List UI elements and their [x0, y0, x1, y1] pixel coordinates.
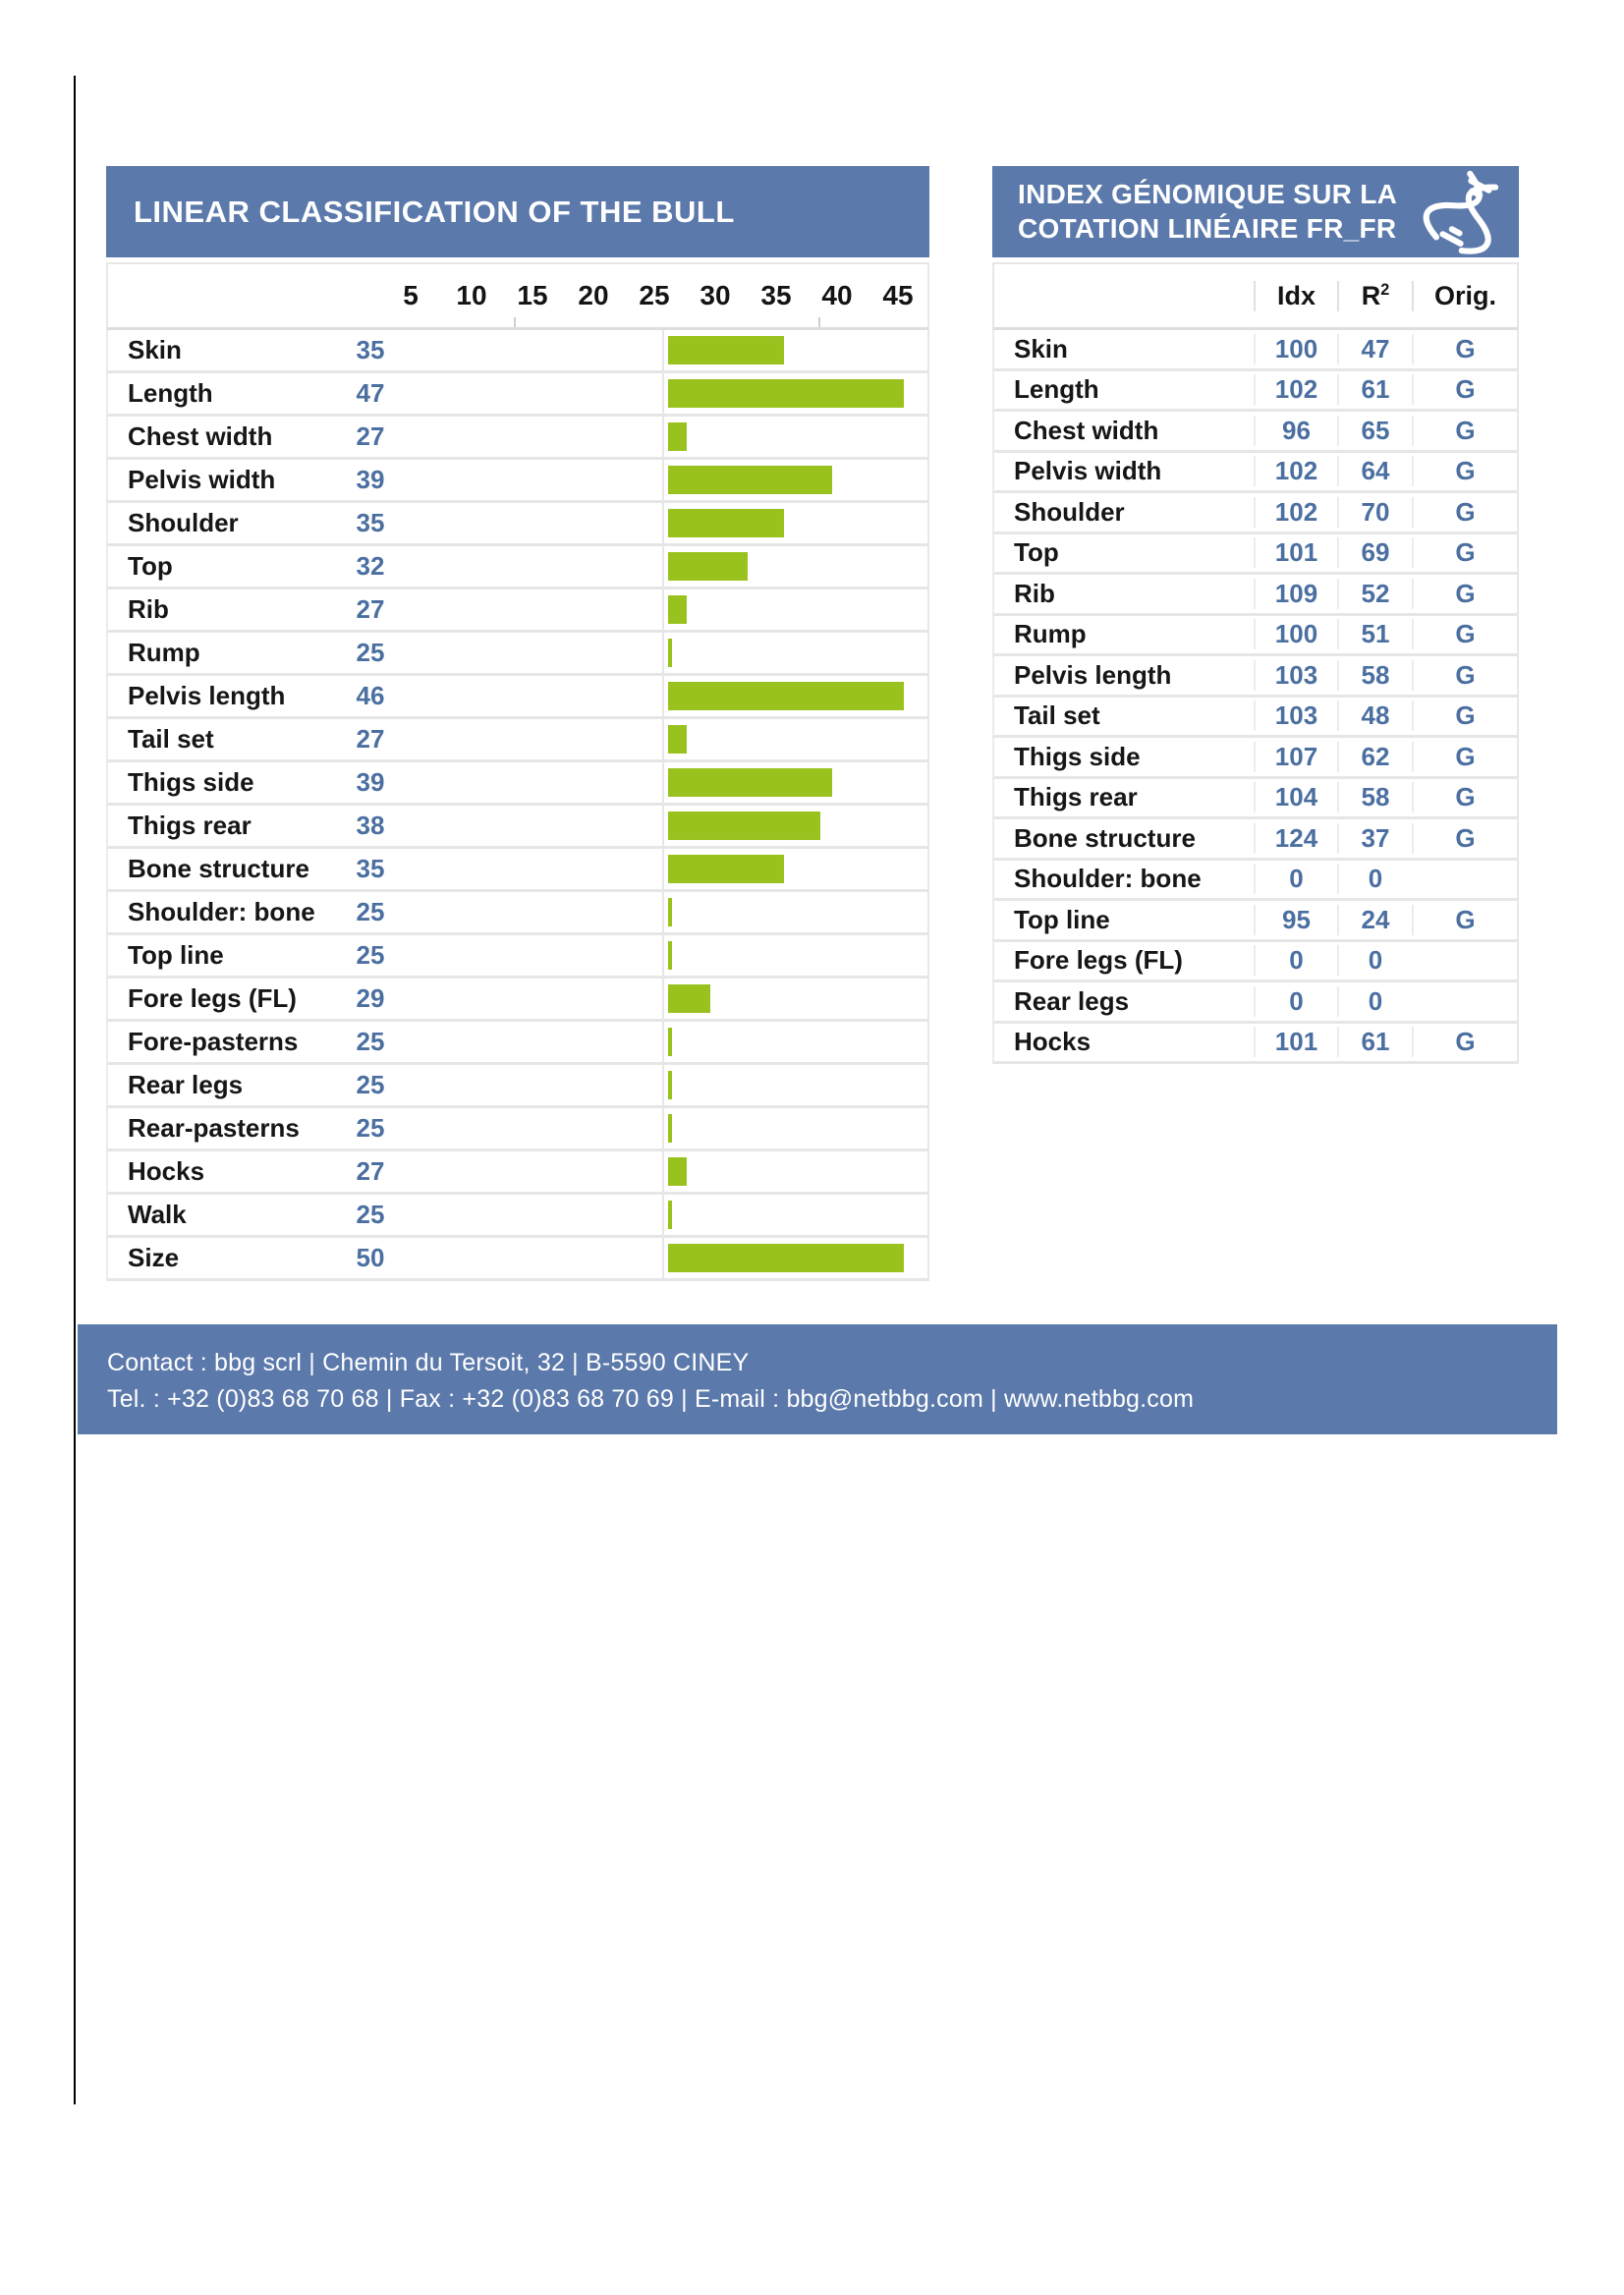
trait-row [106, 546, 929, 589]
trait-bar-cell [662, 1151, 927, 1192]
trait-label: Shoulder: bone [128, 897, 315, 926]
genomic-row [992, 819, 1519, 861]
trait-bar [668, 422, 687, 451]
genomic-r2-value: 58 [1337, 660, 1412, 691]
genomic-orig-value: G [1412, 619, 1517, 649]
genomic-row [992, 453, 1519, 494]
scale-tick-label: 20 [578, 280, 609, 310]
genomic-table-body [992, 330, 1519, 1064]
trait-bar-cell [662, 1108, 927, 1148]
genomic-label: Shoulder [1014, 496, 1125, 527]
trait-label: Rib [128, 594, 169, 624]
trait-bar [668, 1157, 687, 1186]
trait-bar [668, 725, 687, 754]
left-margin-rule [74, 76, 76, 2104]
scale-tick-label: 10 [456, 280, 487, 310]
contact-footer [78, 1324, 1557, 1434]
genomic-row [992, 330, 1519, 371]
genomic-r2-value: 65 [1337, 416, 1412, 446]
trait-bar-cell [662, 849, 927, 889]
trait-row [106, 373, 929, 417]
trait-row [106, 806, 929, 849]
trait-label: Top line [128, 940, 224, 970]
genomic-orig-value: G [1412, 537, 1517, 568]
trait-row [106, 1238, 929, 1281]
trait-value: 25 [356, 638, 385, 667]
trait-row [106, 1195, 929, 1238]
genomic-label: Skin [1014, 333, 1068, 364]
genomic-r2-value: 37 [1337, 823, 1412, 854]
trait-bar [668, 466, 832, 494]
trait-label: Chest width [128, 421, 273, 451]
genomic-r2-value: 48 [1337, 700, 1412, 731]
trait-row [106, 1065, 929, 1108]
trait-row [106, 503, 929, 546]
genomic-label: Chest width [1014, 415, 1159, 445]
trait-bar-cell [662, 1065, 927, 1105]
trait-value: 32 [356, 551, 385, 581]
trait-value: 38 [356, 811, 385, 840]
trait-bar [668, 595, 687, 624]
genomic-idx-value: 103 [1254, 660, 1337, 691]
trait-bar-cell [662, 1022, 927, 1062]
trait-row [106, 330, 929, 373]
trait-bar [668, 855, 784, 883]
trait-label: Rear legs [128, 1070, 244, 1099]
scale-tick-label: 15 [517, 280, 548, 310]
trait-bar [668, 1071, 672, 1099]
trait-bar [668, 1201, 672, 1229]
trait-bar-cell [662, 719, 927, 759]
trait-label: Length [128, 378, 213, 408]
trait-value: 27 [356, 594, 385, 624]
genomic-label: Top [1014, 537, 1059, 568]
genomic-orig-value: G [1412, 660, 1517, 691]
trait-label: Rump [128, 638, 200, 667]
genomic-row [992, 861, 1519, 902]
trait-value: 35 [356, 335, 385, 364]
scale-tick-label: 40 [821, 280, 853, 310]
trait-row [106, 1022, 929, 1065]
genomic-r2-value: 64 [1337, 456, 1412, 486]
trait-value: 25 [356, 1113, 385, 1143]
dna-helix-icon [1414, 159, 1518, 265]
trait-bar-cell [662, 892, 927, 932]
trait-bar [668, 639, 672, 667]
trait-bar-cell [662, 546, 927, 587]
genomic-r2-value: 0 [1337, 986, 1412, 1017]
trait-value: 50 [356, 1243, 385, 1272]
trait-row [106, 417, 929, 460]
genomic-row [992, 371, 1519, 413]
genomic-col-r2: $R^2$ [1337, 281, 1412, 311]
genomic-row [992, 982, 1519, 1024]
genomic-idx-value: 0 [1254, 945, 1337, 976]
trait-bar-cell [662, 460, 927, 500]
genomic-idx-value: 101 [1254, 1027, 1337, 1057]
genomic-r2-value: 70 [1337, 497, 1412, 528]
genomic-r2-value: 0 [1337, 864, 1412, 894]
genomic-idx-value: 103 [1254, 700, 1337, 731]
genomic-row [992, 412, 1519, 453]
trait-bar [668, 984, 710, 1013]
trait-label: Tail set [128, 724, 214, 754]
genomic-r2-value: 69 [1337, 537, 1412, 568]
scale-tick-label: 25 [639, 280, 670, 310]
genomic-r2-value: 58 [1337, 782, 1412, 812]
genomic-idx-value: 104 [1254, 782, 1337, 812]
trait-bar-cell [662, 633, 927, 673]
trait-value: 25 [356, 1200, 385, 1229]
genomic-label: Hocks [1014, 1027, 1092, 1057]
trait-row [106, 762, 929, 806]
genomic-orig-value: G [1412, 742, 1517, 772]
genomic-label: Fore legs (FL) [1014, 945, 1183, 976]
trait-value: 27 [356, 421, 385, 451]
trait-bar-cell [662, 1195, 927, 1235]
genomic-label: Length [1014, 374, 1099, 405]
scale-tick-label: 35 [760, 280, 792, 310]
genomic-label: Top line [1014, 904, 1110, 934]
trait-bar [668, 552, 748, 581]
genomic-r2-value: 24 [1337, 905, 1412, 935]
scale-tick-mark [514, 317, 516, 327]
trait-value: 25 [356, 897, 385, 926]
trait-row [106, 1108, 929, 1151]
trait-bar [668, 768, 832, 797]
genomic-row [992, 738, 1519, 779]
trait-label: Thigs rear [128, 811, 252, 840]
trait-bar-cell [662, 935, 927, 976]
genomic-label: Shoulder: bone [1014, 864, 1202, 894]
genomic-table-title: INDEX GÉNOMIQUE SUR LA COTATION LINÉAIRE FR_FR [1018, 179, 1398, 244]
genomic-idx-value: 102 [1254, 497, 1337, 528]
linear-table-body [106, 330, 929, 1281]
genomic-col-orig: Orig. [1412, 281, 1517, 311]
trait-label: Shoulder [128, 508, 239, 537]
trait-row [106, 676, 929, 719]
genomic-orig-value: G [1412, 374, 1517, 405]
genomic-idx-value: 96 [1254, 416, 1337, 446]
genomic-row [992, 656, 1519, 698]
genomic-r2-value: 61 [1337, 374, 1412, 405]
trait-bar [668, 812, 820, 840]
trait-value: 27 [356, 1156, 385, 1186]
trait-bar-cell [662, 979, 927, 1019]
genomic-idx-value: 100 [1254, 334, 1337, 364]
trait-value: 39 [356, 767, 385, 797]
genomic-idx-value: 124 [1254, 823, 1337, 854]
contact-line-2: Tel. : +32 (0)83 68 70 68 | Fax : +32 (0)83 68 70 69 | E-mail : bbg@netbbg.com | www.netbbg.com [107, 1385, 1195, 1413]
trait-value: 35 [356, 508, 385, 537]
scale-tick-mark [818, 317, 820, 327]
genomic-row [992, 901, 1519, 942]
genomic-columns-header [992, 262, 1519, 330]
genomic-orig-value: G [1412, 700, 1517, 731]
trait-value: 35 [356, 854, 385, 883]
trait-bar-cell [662, 762, 927, 803]
scale-tick-label: 45 [882, 280, 914, 310]
genomic-label: Pelvis length [1014, 659, 1172, 690]
trait-value: 46 [356, 681, 385, 710]
genomic-row [992, 534, 1519, 576]
genomic-table-header [992, 166, 1519, 257]
genomic-orig-value: G [1412, 579, 1517, 609]
genomic-idx-value: 101 [1254, 537, 1337, 568]
contact-line-1: Contact : bbg scrl | Chemin du Tersoit, 32 | B-5590 CINEY [107, 1349, 750, 1376]
trait-bar-cell [662, 373, 927, 414]
trait-row [106, 979, 929, 1022]
genomic-r2-value: 51 [1337, 619, 1412, 649]
scale-tick-label: 5 [403, 280, 419, 310]
genomic-row [992, 493, 1519, 534]
trait-value: 25 [356, 940, 385, 970]
genomic-orig-value: G [1412, 334, 1517, 364]
trait-bar-cell [662, 806, 927, 846]
trait-value: 27 [356, 724, 385, 754]
trait-bar [668, 682, 904, 710]
trait-bar-cell [662, 330, 927, 370]
genomic-label: Thigs side [1014, 741, 1141, 771]
genomic-idx-value: 95 [1254, 905, 1337, 935]
trait-bar [668, 379, 904, 408]
genomic-idx-value: 0 [1254, 864, 1337, 894]
genomic-label: Bone structure [1014, 822, 1196, 853]
trait-bar [668, 1028, 672, 1056]
genomic-label: Rib [1014, 578, 1055, 608]
trait-row [106, 589, 929, 633]
trait-label: Pelvis length [128, 681, 286, 710]
trait-label: Thigs side [128, 767, 254, 797]
genomic-r2-value: 52 [1337, 579, 1412, 609]
genomic-index-table [992, 166, 1519, 1064]
trait-label: Fore-pasterns [128, 1027, 299, 1056]
trait-label: Skin [128, 335, 182, 364]
genomic-orig-value: G [1412, 905, 1517, 935]
trait-bar [668, 1244, 904, 1272]
trait-row [106, 892, 929, 935]
genomic-row [992, 942, 1519, 983]
trait-value: 25 [356, 1027, 385, 1056]
genomic-col-idx: Idx [1254, 281, 1337, 311]
trait-bar-cell [662, 589, 927, 630]
genomic-label: Rump [1014, 619, 1087, 649]
trait-bar [668, 336, 784, 364]
genomic-row [992, 779, 1519, 820]
genomic-idx-value: 102 [1254, 374, 1337, 405]
trait-value: 39 [356, 465, 385, 494]
trait-row [106, 1151, 929, 1195]
genomic-orig-value: G [1412, 823, 1517, 854]
trait-label: Top [128, 551, 173, 581]
trait-bar-cell [662, 417, 927, 457]
trait-row [106, 935, 929, 979]
genomic-orig-value: G [1412, 782, 1517, 812]
trait-label: Walk [128, 1200, 187, 1229]
trait-row [106, 633, 929, 676]
trait-value: 25 [356, 1070, 385, 1099]
genomic-label: Thigs rear [1014, 782, 1138, 812]
trait-row [106, 719, 929, 762]
trait-bar [668, 941, 672, 970]
scale-tick-label: 30 [700, 280, 731, 310]
trait-bar [668, 898, 672, 926]
genomic-r2-value: 0 [1337, 945, 1412, 976]
genomic-orig-value: G [1412, 456, 1517, 486]
genomic-label: Pelvis width [1014, 456, 1162, 486]
genomic-idx-value: 100 [1254, 619, 1337, 649]
trait-bar-cell [662, 1238, 927, 1278]
genomic-row [992, 575, 1519, 616]
genomic-r2-value: 47 [1337, 334, 1412, 364]
trait-label: Size [128, 1243, 180, 1272]
trait-bar [668, 509, 784, 537]
trait-bar-cell [662, 676, 927, 716]
trait-label: Rear-pasterns [128, 1113, 300, 1143]
genomic-row [992, 616, 1519, 657]
trait-value: 47 [356, 378, 385, 408]
genomic-idx-value: 107 [1254, 742, 1337, 772]
genomic-r2-value: 61 [1337, 1027, 1412, 1057]
trait-row [106, 849, 929, 892]
trait-label: Bone structure [128, 854, 309, 883]
linear-classification-table [106, 166, 929, 1281]
linear-table-header [106, 166, 929, 257]
trait-label: Hocks [128, 1156, 205, 1186]
trait-bar [668, 1114, 672, 1143]
genomic-r2-value: 62 [1337, 742, 1412, 772]
genomic-orig-value: G [1412, 497, 1517, 528]
genomic-row [992, 698, 1519, 739]
genomic-row [992, 1024, 1519, 1065]
scale-row [106, 262, 929, 330]
trait-row [106, 460, 929, 503]
trait-value: 29 [356, 983, 385, 1013]
genomic-orig-value: G [1412, 1027, 1517, 1057]
genomic-label: Tail set [1014, 700, 1100, 731]
genomic-orig-value: G [1412, 416, 1517, 446]
genomic-label: Rear legs [1014, 985, 1130, 1016]
linear-table-title: LINEAR CLASSIFICATION OF THE BULL [134, 194, 735, 229]
trait-label: Pelvis width [128, 465, 276, 494]
genomic-idx-value: 0 [1254, 986, 1337, 1017]
genomic-idx-value: 109 [1254, 579, 1337, 609]
trait-bar-cell [662, 503, 927, 543]
trait-label: Fore legs (FL) [128, 983, 297, 1013]
genomic-idx-value: 102 [1254, 456, 1337, 486]
